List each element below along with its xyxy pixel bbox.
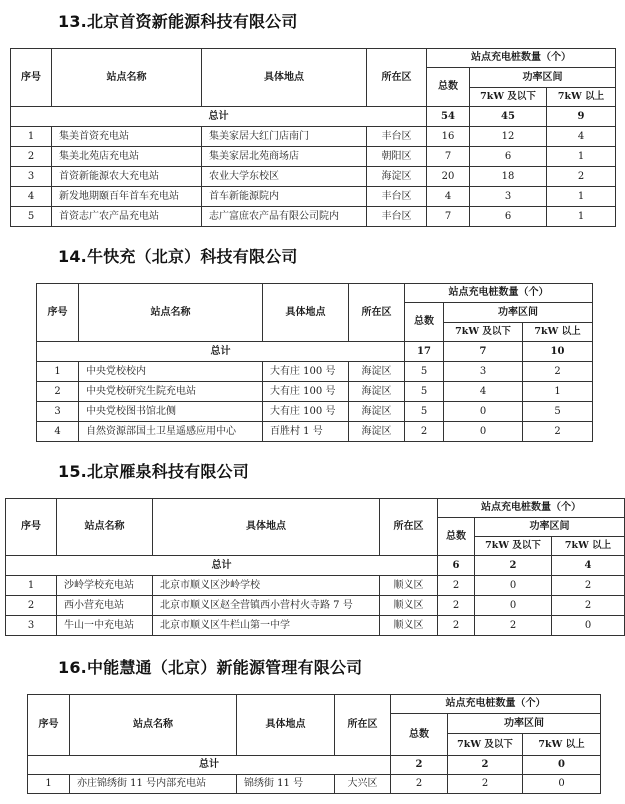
cell-address: 首车新能源院内 bbox=[202, 187, 367, 207]
total-row bbox=[6, 556, 625, 576]
total-label: 总计 bbox=[28, 756, 391, 775]
total-low: 2 bbox=[475, 556, 552, 576]
total-low: 7 bbox=[444, 342, 523, 362]
header-total: 总数 bbox=[405, 303, 444, 342]
total-row bbox=[28, 756, 601, 775]
header-address: 具体地点 bbox=[153, 499, 380, 556]
header-seq: 序号 bbox=[28, 695, 70, 756]
cell-seq: 1 bbox=[37, 362, 79, 382]
header-seq: 序号 bbox=[11, 49, 52, 107]
header-seq: 序号 bbox=[37, 284, 79, 342]
cell-high: 1 bbox=[547, 147, 616, 167]
cell-seq: 4 bbox=[37, 422, 79, 442]
cell-total: 5 bbox=[405, 382, 444, 402]
header-power-range: 功率区间 bbox=[448, 714, 601, 734]
cell-name: 中央党校校内 bbox=[79, 362, 263, 382]
header-high-power: 7kW 以上 bbox=[523, 734, 601, 756]
table-row bbox=[6, 616, 625, 636]
cell-seq: 4 bbox=[11, 187, 52, 207]
cell-name: 中央党校图书馆北侧 bbox=[79, 402, 263, 422]
cell-seq: 1 bbox=[11, 127, 52, 147]
header-name: 站点名称 bbox=[79, 284, 263, 342]
cell-seq: 2 bbox=[6, 596, 57, 616]
table-row bbox=[11, 207, 616, 227]
total-label: 总计 bbox=[6, 556, 438, 576]
cell-district: 顺义区 bbox=[380, 616, 438, 636]
header-district: 所在区 bbox=[335, 695, 391, 756]
cell-name: 亦庄锦绣街 11 号内部充电站 bbox=[70, 775, 237, 794]
header-name: 站点名称 bbox=[52, 49, 202, 107]
header-total: 总数 bbox=[427, 68, 470, 107]
cell-total: 5 bbox=[405, 402, 444, 422]
cell-name: 西小营充电站 bbox=[57, 596, 153, 616]
cell-total: 2 bbox=[391, 775, 448, 794]
table-row bbox=[37, 422, 593, 442]
cell-high: 2 bbox=[523, 362, 593, 382]
cell-seq: 3 bbox=[11, 167, 52, 187]
cell-name: 集美北苑店充电站 bbox=[52, 147, 202, 167]
cell-district: 大兴区 bbox=[335, 775, 391, 794]
cell-name: 牛山一中充电站 bbox=[57, 616, 153, 636]
cell-low: 0 bbox=[444, 422, 523, 442]
cell-low: 0 bbox=[475, 596, 552, 616]
cell-address: 集美家居大红门店南门 bbox=[202, 127, 367, 147]
cell-high: 2 bbox=[523, 422, 593, 442]
total-row bbox=[11, 107, 616, 127]
table-row bbox=[11, 127, 616, 147]
header-total: 总数 bbox=[391, 714, 448, 756]
table-row bbox=[37, 402, 593, 422]
cell-district: 海淀区 bbox=[349, 382, 405, 402]
cell-high: 2 bbox=[547, 167, 616, 187]
cell-high: 5 bbox=[523, 402, 593, 422]
cell-total: 7 bbox=[427, 147, 470, 167]
section-14-title: 14.牛快充（北京）科技有限公司 bbox=[58, 247, 298, 266]
cell-address: 大有庄 100 号 bbox=[263, 402, 349, 422]
total-high: 9 bbox=[547, 107, 616, 127]
cell-district: 海淀区 bbox=[367, 167, 427, 187]
header-low-power: 7kW 及以下 bbox=[475, 537, 552, 556]
cell-low: 2 bbox=[475, 616, 552, 636]
cell-seq: 5 bbox=[11, 207, 52, 227]
cell-low: 2 bbox=[448, 775, 523, 794]
cell-district: 丰台区 bbox=[367, 127, 427, 147]
cell-address: 志广富庶农产品有限公司院内 bbox=[202, 207, 367, 227]
header-count-group: 站点充电桩数量（个） bbox=[427, 49, 616, 68]
header-low-power: 7kW 及以下 bbox=[470, 88, 547, 107]
cell-high: 1 bbox=[547, 207, 616, 227]
cell-low: 0 bbox=[475, 576, 552, 596]
cell-address: 锦绣街 11 号 bbox=[237, 775, 335, 794]
cell-total: 7 bbox=[427, 207, 470, 227]
header-count-group: 站点充电桩数量（个） bbox=[438, 499, 625, 518]
cell-name: 中央党校研究生院充电站 bbox=[79, 382, 263, 402]
cell-district: 丰台区 bbox=[367, 187, 427, 207]
header-count-group: 站点充电桩数量（个） bbox=[405, 284, 593, 303]
header-total: 总数 bbox=[438, 518, 475, 556]
cell-seq: 3 bbox=[37, 402, 79, 422]
table-row bbox=[11, 187, 616, 207]
cell-address: 农业大学东校区 bbox=[202, 167, 367, 187]
total-count: 17 bbox=[405, 342, 444, 362]
total-row bbox=[37, 342, 593, 362]
cell-total: 5 bbox=[405, 362, 444, 382]
section-16-title: 16.中能慧通（北京）新能源管理有限公司 bbox=[58, 658, 363, 677]
header-power-range: 功率区间 bbox=[444, 303, 593, 323]
header-low-power: 7kW 及以下 bbox=[448, 734, 523, 756]
section-15-title: 15.北京雁泉科技有限公司 bbox=[58, 462, 249, 481]
header-count-group: 站点充电桩数量（个） bbox=[391, 695, 601, 714]
header-address: 具体地点 bbox=[237, 695, 335, 756]
header-power-range: 功率区间 bbox=[475, 518, 625, 537]
header-power-range: 功率区间 bbox=[470, 68, 616, 88]
header-high-power: 7kW 以上 bbox=[523, 323, 593, 342]
header-name: 站点名称 bbox=[70, 695, 237, 756]
cell-name: 集美首资充电站 bbox=[52, 127, 202, 147]
cell-high: 2 bbox=[552, 576, 625, 596]
cell-low: 6 bbox=[470, 207, 547, 227]
total-count: 6 bbox=[438, 556, 475, 576]
cell-high: 4 bbox=[547, 127, 616, 147]
total-high: 0 bbox=[523, 756, 601, 775]
cell-total: 2 bbox=[438, 616, 475, 636]
cell-total: 2 bbox=[438, 596, 475, 616]
cell-address: 北京市顺义区牛栏山第一中学 bbox=[153, 616, 380, 636]
header-name: 站点名称 bbox=[57, 499, 153, 556]
header-seq: 序号 bbox=[6, 499, 57, 556]
cell-high: 2 bbox=[552, 596, 625, 616]
cell-seq: 1 bbox=[6, 576, 57, 596]
cell-total: 2 bbox=[405, 422, 444, 442]
header-address: 具体地点 bbox=[263, 284, 349, 342]
table-row bbox=[37, 382, 593, 402]
cell-high: 1 bbox=[547, 187, 616, 207]
cell-district: 丰台区 bbox=[367, 207, 427, 227]
cell-seq: 1 bbox=[28, 775, 70, 794]
total-low: 45 bbox=[470, 107, 547, 127]
cell-address: 大有庄 100 号 bbox=[263, 382, 349, 402]
section-15-table bbox=[5, 498, 625, 636]
cell-low: 4 bbox=[444, 382, 523, 402]
cell-low: 0 bbox=[444, 402, 523, 422]
table-row bbox=[6, 596, 625, 616]
cell-total: 16 bbox=[427, 127, 470, 147]
cell-high: 0 bbox=[523, 775, 601, 794]
cell-name: 自然资源部国土卫星遥感应用中心 bbox=[79, 422, 263, 442]
cell-name: 沙岭学校充电站 bbox=[57, 576, 153, 596]
cell-district: 朝阳区 bbox=[367, 147, 427, 167]
header-high-power: 7kW 以上 bbox=[552, 537, 625, 556]
header-district: 所在区 bbox=[380, 499, 438, 556]
cell-high: 1 bbox=[523, 382, 593, 402]
cell-low: 3 bbox=[470, 187, 547, 207]
cell-seq: 3 bbox=[6, 616, 57, 636]
total-label: 总计 bbox=[37, 342, 405, 362]
total-label: 总计 bbox=[11, 107, 427, 127]
cell-address: 北京市顺义区沙岭学校 bbox=[153, 576, 380, 596]
cell-high: 0 bbox=[552, 616, 625, 636]
cell-seq: 2 bbox=[11, 147, 52, 167]
section-14-table bbox=[36, 283, 593, 442]
cell-low: 12 bbox=[470, 127, 547, 147]
cell-district: 海淀区 bbox=[349, 422, 405, 442]
total-low: 2 bbox=[448, 756, 523, 775]
section-16-table bbox=[27, 694, 601, 794]
total-count: 2 bbox=[391, 756, 448, 775]
header-district: 所在区 bbox=[349, 284, 405, 342]
cell-address: 大有庄 100 号 bbox=[263, 362, 349, 382]
cell-total: 20 bbox=[427, 167, 470, 187]
total-high: 10 bbox=[523, 342, 593, 362]
cell-district: 顺义区 bbox=[380, 596, 438, 616]
cell-district: 海淀区 bbox=[349, 402, 405, 422]
cell-name: 新发地期颐百年首车充电站 bbox=[52, 187, 202, 207]
cell-low: 3 bbox=[444, 362, 523, 382]
cell-name: 首资志广农产品充电站 bbox=[52, 207, 202, 227]
header-high-power: 7kW 以上 bbox=[547, 88, 616, 107]
header-address: 具体地点 bbox=[202, 49, 367, 107]
cell-total: 2 bbox=[438, 576, 475, 596]
total-high: 4 bbox=[552, 556, 625, 576]
table-row bbox=[11, 167, 616, 187]
section-13-table bbox=[10, 48, 616, 227]
header-low-power: 7kW 及以下 bbox=[444, 323, 523, 342]
header-district: 所在区 bbox=[367, 49, 427, 107]
cell-low: 18 bbox=[470, 167, 547, 187]
cell-address: 集美家居北苑商场店 bbox=[202, 147, 367, 167]
table-row bbox=[11, 147, 616, 167]
section-13-title: 13.北京首资新能源科技有限公司 bbox=[58, 12, 298, 31]
cell-seq: 2 bbox=[37, 382, 79, 402]
cell-address: 百胜村 1 号 bbox=[263, 422, 349, 442]
table-row bbox=[28, 775, 601, 794]
cell-district: 顺义区 bbox=[380, 576, 438, 596]
cell-low: 6 bbox=[470, 147, 547, 167]
cell-district: 海淀区 bbox=[349, 362, 405, 382]
cell-address: 北京市顺义区赵全营镇西小营村火寺路 7 号 bbox=[153, 596, 380, 616]
cell-name: 首资新能源农大充电站 bbox=[52, 167, 202, 187]
table-row bbox=[6, 576, 625, 596]
total-count: 54 bbox=[427, 107, 470, 127]
table-row bbox=[37, 362, 593, 382]
cell-total: 4 bbox=[427, 187, 470, 207]
